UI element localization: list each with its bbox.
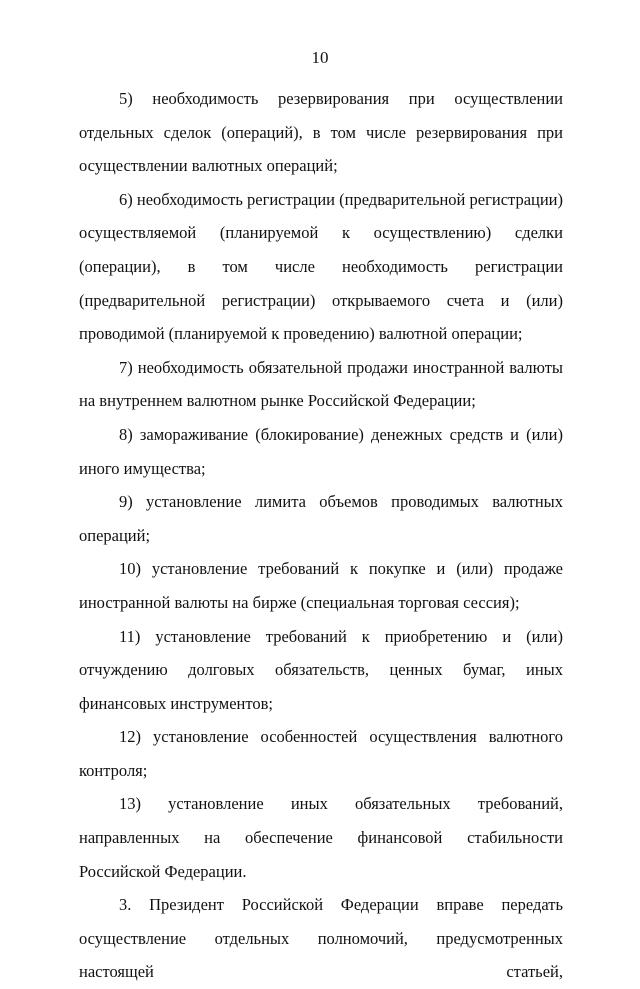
list-item-5: 5) необходимость резервирования при осуществлении отдельных сделок (операций), в том числе резервирования при осуществлении валютных операций; bbox=[79, 89, 563, 176]
list-item-9: 9) установление лимита объемов проводимых валютных операций; bbox=[79, 492, 563, 545]
list-item-8: 8) замораживание (блокирование) денежных средств и (или) иного имущества; bbox=[79, 424, 563, 478]
list-item-11: 11) установление требований к приобретению и (или) отчуждению долговых обязательств, ценных бумаг, иных финансовых инструментов; bbox=[79, 626, 563, 713]
list-item-7: 7) необходимость обязательной продажи иностранной валюты на внутреннем валютном рынке Российской Федерации; bbox=[79, 357, 563, 411]
list-item-13: 13) установление иных обязательных требований, направленных на обеспечение финансовой стабильности Российской Федерации. bbox=[79, 794, 563, 881]
list-item-12: 12) установление особенностей осуществления валютного контроля; bbox=[79, 727, 563, 780]
document-body bbox=[79, 82, 563, 989]
section-3-paragraph: 3. Президент Российской Федерации вправе передать осуществление отдельных полномочий, предусмотренных настоящей статьей, bbox=[79, 895, 563, 982]
page-number: 10 bbox=[311, 48, 329, 67]
list-item-10: 10) установление требований к покупке и (или) продаже иностранной валюты на бирже (специальная торговая сессия); bbox=[79, 559, 563, 612]
list-item-6: 6) необходимость регистрации (предварительной регистрации) осуществляемой (планируемой к осуществлению) сделки (операции), в том числе необходимость регистрации (предварительной регистрации) открываемого счета и (или) проводимой (планируемой к проведению) валютной операции; bbox=[79, 189, 563, 344]
